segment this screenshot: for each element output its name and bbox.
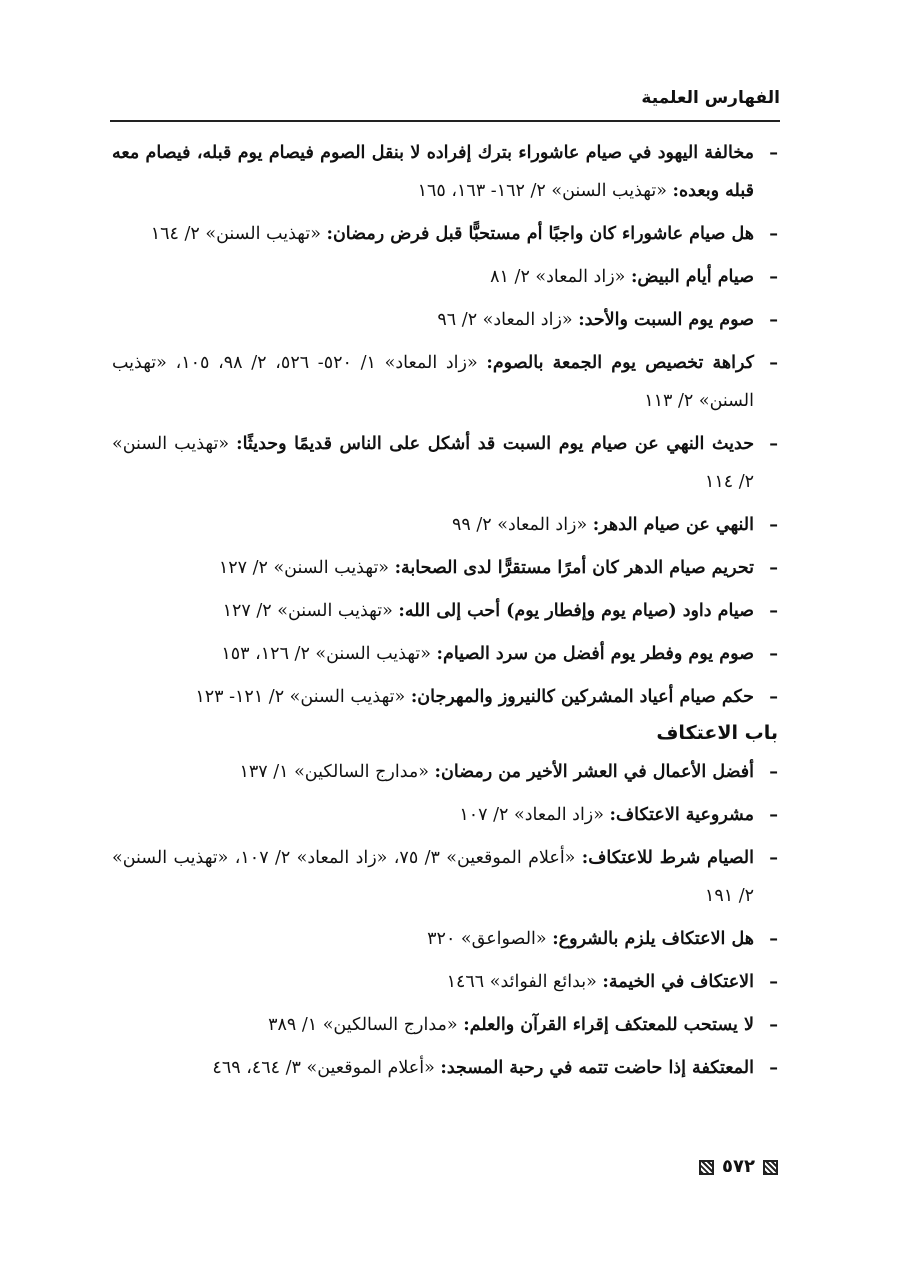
index-entry — [112, 506, 778, 544]
entry-dash: – — [769, 1058, 778, 1078]
entry-reference: «زاد المعاد» ٢/ ٨١ — [490, 267, 626, 287]
page-footer — [699, 1157, 778, 1177]
entry-topic: هل صيام عاشوراء كان واجبًا أم مستحبًّا قبل فرض رمضان: — [326, 224, 754, 244]
page-number: ٥٧٢ — [722, 1156, 755, 1177]
entry-reference: «زاد المعاد» ٢/ ١٠٧ — [459, 805, 604, 825]
entry-dash: – — [769, 267, 778, 287]
entry-dash: – — [769, 848, 778, 868]
entry-topic: الاعتكاف في الخيمة: — [602, 972, 754, 992]
entry-dash: – — [769, 515, 778, 535]
entry-dash: – — [769, 310, 778, 330]
entry-reference: «زاد المعاد» ٢/ ٩٦ — [437, 310, 573, 330]
entry-dash: – — [769, 687, 778, 707]
entry-reference: «زاد المعاد» ٢/ ٩٩ — [452, 515, 588, 535]
index-entry — [112, 1006, 778, 1044]
header-rule — [110, 120, 780, 122]
entry-topic: صوم يوم وفطر يوم أفضل من سرد الصيام: — [436, 644, 754, 664]
entry-topic: حديث النهي عن صيام يوم السبت قد أشكل على الناس قديمًا وحديثًا: — [236, 434, 755, 454]
entry-topic: المعتكفة إذا حاضت تتمه في رحبة المسجد: — [440, 1058, 754, 1078]
index-entry — [112, 425, 778, 501]
index-entry — [112, 134, 778, 210]
entry-topic: النهي عن صيام الدهر: — [592, 515, 754, 535]
entry-reference: «أعلام الموقعين» ٣/ ٤٦٤، ٤٦٩ — [212, 1058, 435, 1078]
entry-dash: – — [769, 644, 778, 664]
entry-dash: – — [769, 929, 778, 949]
index-entry — [112, 344, 778, 420]
entry-topic: صيام داود (صيام يوم وإفطار يوم) أحب إلى الله: — [398, 601, 754, 621]
hatched-square-ornament-icon — [763, 1160, 778, 1175]
entry-reference: «تهذيب السنن» ٢/ ١٦٤ — [150, 224, 321, 244]
running-head: الفهارس العلمية — [641, 88, 780, 108]
index-entry — [112, 549, 778, 587]
entry-reference: «زاد المعاد» ١/ ٥٢٠- ٥٢٦، ٢/ ٩٨، ١٠٥، «تهذيب السنن» ٢/ ١١٣ — [112, 353, 754, 411]
entry-dash: – — [769, 601, 778, 621]
entry-dash: – — [769, 434, 778, 454]
entry-topic: صيام أيام البيض: — [630, 267, 754, 287]
entry-dash: – — [769, 1015, 778, 1035]
entry-dash: – — [769, 762, 778, 782]
entry-topic: الصيام شرط للاعتكاف: — [581, 848, 754, 868]
entry-dash: – — [769, 143, 778, 163]
entry-reference: «تهذيب السنن» ٢/ ١٦٢- ١٦٣، ١٦٥ — [417, 181, 667, 201]
entry-dash: – — [769, 972, 778, 992]
entry-reference: «مدارج السالكين» ١/ ١٣٧ — [239, 762, 429, 782]
index-entries — [112, 134, 778, 1092]
index-entry — [112, 920, 778, 958]
index-entry — [112, 839, 778, 915]
entry-dash: – — [769, 353, 778, 373]
entry-dash: – — [769, 224, 778, 244]
entry-topic: أفضل الأعمال في العشر الأخير من رمضان: — [434, 762, 754, 782]
index-entry — [112, 301, 778, 339]
index-entry — [112, 215, 778, 253]
entry-reference: «تهذيب السنن» ٢/ ١١٤ — [112, 434, 754, 492]
index-entry — [112, 753, 778, 791]
index-entry — [112, 1049, 778, 1087]
entry-dash: – — [769, 805, 778, 825]
entry-reference: «تهذيب السنن» ٢/ ١٢٧ — [218, 558, 390, 578]
index-entry — [112, 635, 778, 673]
section-heading: باب الاعتكاف — [656, 722, 778, 744]
entry-topic: مشروعية الاعتكاف: — [609, 805, 754, 825]
entry-topic: تحريم صيام الدهر كان أمرًا مستقرًّا لدى الصحابة: — [394, 558, 754, 578]
index-entry — [112, 796, 778, 834]
hatched-square-ornament-icon — [699, 1160, 714, 1175]
entry-reference: «تهذيب السنن» ٢/ ١٢٧ — [222, 601, 393, 621]
entry-topic: صوم يوم السبت والأحد: — [578, 310, 754, 330]
entry-topic: كراهة تخصيص يوم الجمعة بالصوم: — [486, 353, 754, 373]
index-entry — [112, 592, 778, 630]
index-entry — [112, 963, 778, 1001]
entry-topic: هل الاعتكاف يلزم بالشروع: — [552, 929, 754, 949]
entry-reference: «أعلام الموقعين» ٣/ ٧٥، «زاد المعاد» ٢/ ١٠٧، «تهذيب السنن» ٢/ ١٩١ — [112, 848, 754, 906]
entry-dash: – — [769, 558, 778, 578]
entry-reference: «تهذيب السنن» ٢/ ١٢٦، ١٥٣ — [221, 644, 431, 664]
entry-topic: مخالفة اليهود في صيام عاشوراء بترك إفراده لا بنقل الصوم فيصام يوم قبله، فيصام معه قبله وبعده: — [112, 143, 754, 201]
index-entry — [112, 678, 778, 716]
entry-reference: «الصواعق» ٣٢٠ — [427, 929, 547, 949]
entry-reference: «مدارج السالكين» ١/ ٣٨٩ — [268, 1015, 458, 1035]
entry-reference: «بدائع الفوائد» ١٤٦٦ — [446, 972, 597, 992]
entry-topic: حكم صيام أعياد المشركين كالنيروز والمهرجان: — [410, 687, 754, 707]
entry-topic: لا يستحب للمعتكف إقراء القرآن والعلم: — [463, 1015, 754, 1035]
index-entry — [112, 258, 778, 296]
entry-reference: «تهذيب السنن» ٢/ ١٢١- ١٢٣ — [195, 687, 406, 707]
